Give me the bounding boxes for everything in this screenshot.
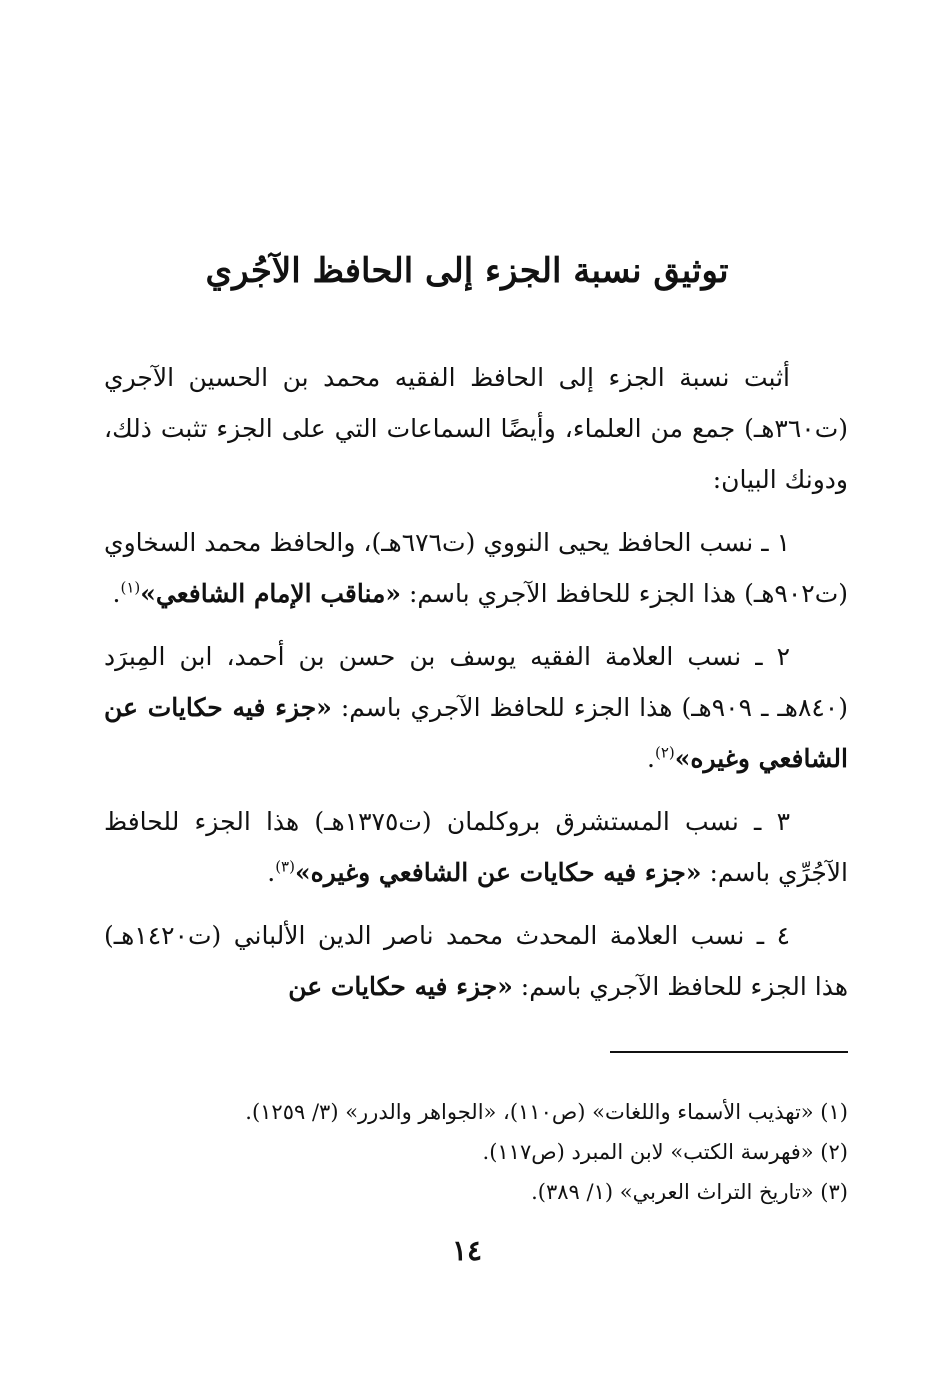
item-book-title: «مناقب الإمام الشافعي» <box>140 579 402 608</box>
intro-paragraph: أثبت نسبة الجزء إلى الحافظ الفقيه محمد بن الحسين الآجري (ت٣٦٠هـ) جمع من العلماء، وأيضًا السماعات التي على الجزء تثبت ذلك، ودونك البيان: <box>104 363 848 494</box>
footnote-ref: (٢) <box>654 743 675 762</box>
item-paragraph-2 <box>104 631 848 784</box>
page-title: توثيق نسبة الجزء إلى الحافظ الآجُري <box>205 251 729 291</box>
footnote-3: (٣) «تاريخ التراث العربي» (١/ ٣٨٩). <box>531 1180 848 1204</box>
item-paragraph-4 <box>104 910 848 1012</box>
item-paragraph-1 <box>104 517 848 619</box>
item-end: . <box>267 858 276 887</box>
item-text: ٣ ـ نسب المستشرق بروكلمان (ت١٣٧٥هـ) هذا الجزء للحافظ الآجُرِّي باسم: <box>104 807 848 887</box>
footnote-1: (١) «تهذيب الأسماء واللغات» (ص١١٠)، «الجواهر والدرر» (٣/ ١٢٥٩). <box>245 1100 848 1124</box>
item-paragraph-3 <box>104 796 848 898</box>
item-text: ١ ـ نسب الحافظ يحيى النووي (ت٦٧٦هـ)، والحافظ محمد السخاوي (ت٩٠٢هـ) هذا الجزء للحافظ الآجري باسم: <box>104 528 848 608</box>
item-book-title: «جزء فيه حكايات عن الشافعي وغيره» <box>294 858 702 887</box>
footnote-separator <box>610 1051 848 1053</box>
footnotes <box>120 1092 848 1212</box>
item-end: . <box>647 744 655 773</box>
footnote-ref: (٣) <box>275 857 295 876</box>
footnote-2: (٢) «فهرسة الكتب» لابن المبرد (ص١١٧). <box>482 1140 848 1164</box>
main-text <box>104 352 848 1024</box>
item-text: ٤ ـ نسب العلامة المحدث محمد ناصر الدين الألباني (ت١٤٢٠هـ) هذا الجزء للحافظ الآجري باسم: <box>104 921 848 1001</box>
footnote-ref: (١) <box>120 578 141 597</box>
item-text: ٢ ـ نسب العلامة الفقيه يوسف بن حسن بن أحمد، ابن المِبرَد (٨٤٠هـ ـ ٩٠٩هـ) هذا الجزء للحافظ الآجري باسم: <box>104 642 848 722</box>
page-number: ١٤ <box>451 1234 483 1267</box>
item-book-title: «جزء فيه حكايات عن <box>288 972 513 1001</box>
item-end: . <box>112 579 121 608</box>
item-book-title: «جزء فيه حكايات عن الشافعي وغيره» <box>104 693 848 773</box>
